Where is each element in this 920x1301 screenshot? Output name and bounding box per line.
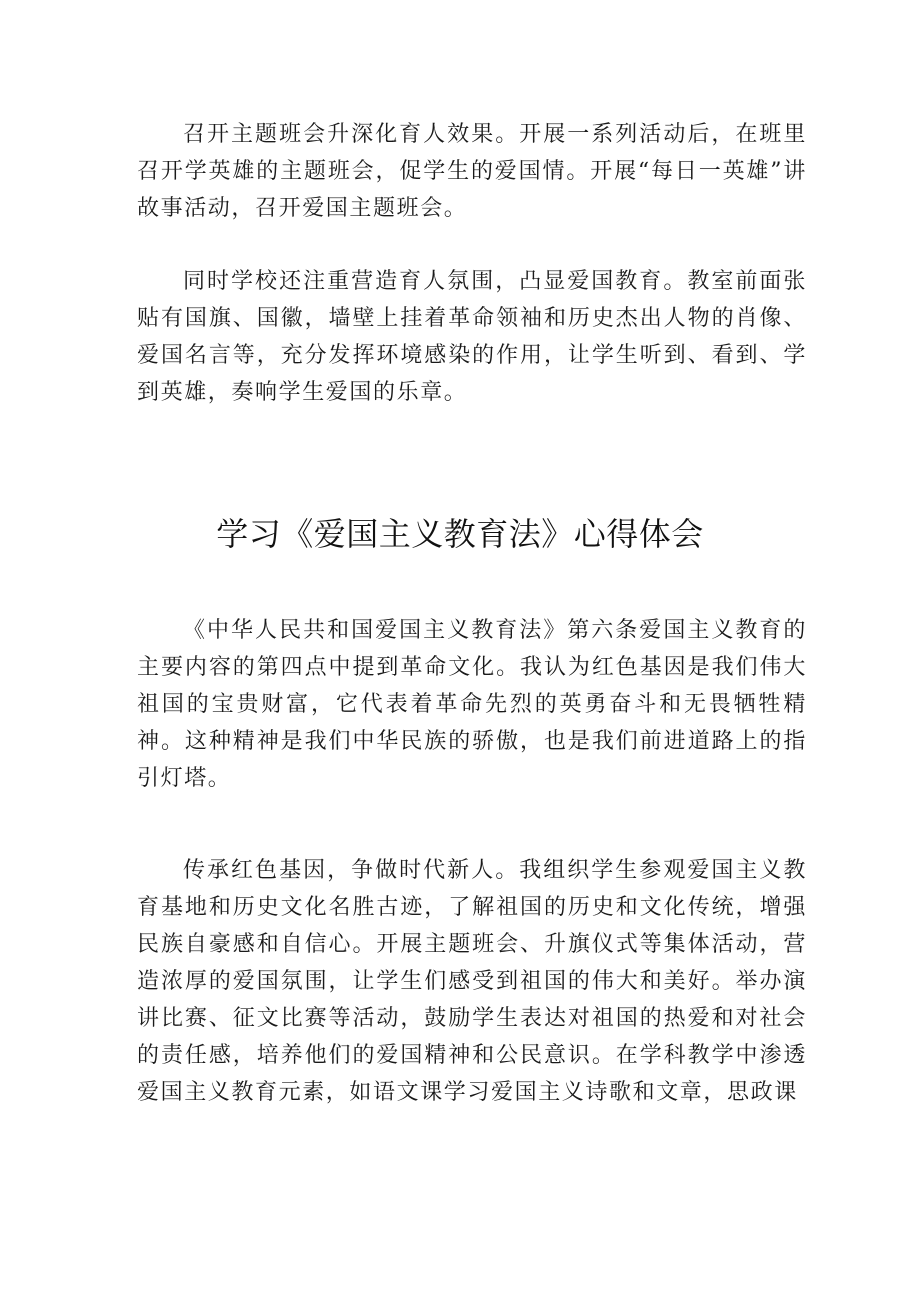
body-paragraph: 《中华人民共和国爱国主义教育法》第六条爱国主义教育的主要内容的第四点中提到革命文化。我认为红色基因是我们伟大祖国的宝贵财富，它代表着革命先烈的英勇奋斗和无畏牺牲精神。这种精神是我们中华民族的骄傲，也是我们前进道路上的指引灯塔。 [137, 618, 807, 791]
body-paragraph: 传承红色基因，争做时代新人。我组织学生参观爱国主义教育基地和历史文化名胜古迹，了解祖国的历史和文化传统，增强民族自豪感和自信心。开展主题班会、升旗仪式等集体活动，营造浓厚的爱国氛围，让学生们感受到祖国的伟大和美好。举办演讲比赛、征文比赛等活动，鼓励学生表达对祖国的热爱和对社会的责任感，培养他们的爱国精神和公民意识。在学科教学中渗透爱国主义教育元素，如语文课学习爱国主义诗歌和文章，思政课 [137, 858, 807, 1105]
body-paragraph: 召开主题班会升深化育人效果。开展一系列活动后，在班里召开学英雄的主题班会，促学生的爱国情。开展“每日一英雄”讲故事活动，召开爱国主题班会。 [137, 122, 807, 221]
body-paragraph: 同时学校还注重营造育人氛围，凸显爱国教育。教室前面张贴有国旗、国徽，墙壁上挂着革命领袖和历史杰出人物的肖像、爱国名言等，充分发挥环境感染的作用，让学生听到、看到、学到英雄，奏响学生爱国的乐章。 [137, 269, 807, 405]
article-title: 学习《爱国主义教育法》心得体会 [216, 515, 704, 553]
